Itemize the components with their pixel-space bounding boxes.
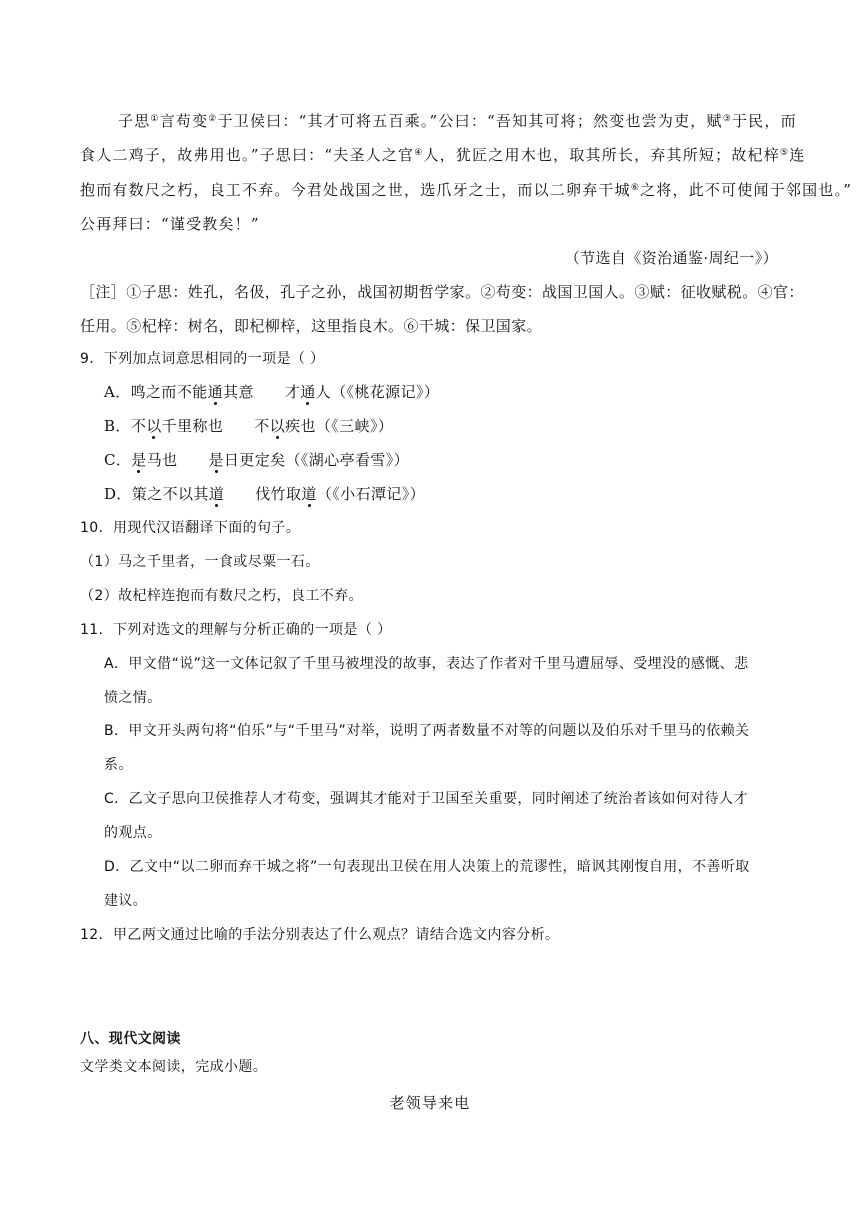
q9-option-a: A．鸣之而不能通其意 才通人（《桃花源记》） (104, 383, 440, 401)
q9-option-d: D．策之不以其道 伐竹取道（《小石潭记》） (104, 485, 426, 503)
notes-line-1: ［注］①子思：姓孔，名伋，孔子之孙，战国初期哲学家。②苟变：战国卫国人。③赋：征收赋税。④官： (80, 283, 804, 301)
q11-stem: 11．下列对选文的理解与分析正确的一项是（ ） (80, 622, 392, 638)
passage-line-1: 子思①言苟变②于卫侯曰：“其才可将五百乘。”公曰：“吾知其可将；然变也尝为吏，赋③于民，而 (118, 112, 797, 130)
q11-option-d-line-1: D．乙文中“以二卵而弃干城之将”一句表现出卫侯在用人决策上的荒谬性，暗讽其刚愎自用，不善听取 (104, 859, 750, 875)
q11-option-c-line-2: 的观点。 (104, 825, 162, 841)
article-title: 老领导来电 (389, 1094, 471, 1112)
q9-option-c: C．是马也 是日更定矣（《湖心亭看雪》） (104, 451, 410, 469)
passage-source: （节选自《资治通鉴·周纪一》） (564, 249, 778, 267)
q9-option-b: B．不以千里称也 不以疾也（《三峡》） (104, 417, 394, 435)
q11-option-b-line-2: 系。 (104, 757, 133, 773)
passage-line-2: 食人二鸡子，故弗用也。”子思曰：“夫圣人之官④人，犹匠之用木也，取其所长，弃其所短；故杞梓⑤连 (80, 146, 806, 164)
q12-stem: 12．甲乙两文通过比喻的手法分别表达了什么观点？请结合选文内容分析。 (80, 927, 560, 943)
section-heading: 八、现代文阅读 (80, 1031, 181, 1047)
q11-option-d-line-2: 建议。 (104, 893, 148, 909)
section-intro: 文学类文本阅读，完成小题。 (80, 1059, 268, 1075)
passage-line-4: 公再拜曰：“谨受教矣！” (80, 215, 260, 233)
q11-option-a-line-1: A．甲文借“说”这一文体记叙了千里马被埋没的故事，表达了作者对千里马遭屈辱、受埋没的感慨、悲 (104, 656, 749, 672)
q11-option-a-line-2: 愤之情。 (104, 690, 162, 706)
q10-sentence-1: （1）马之千里者，一食或尽粟一石。 (80, 554, 320, 570)
q11-option-c-line-1: C．乙文子思向卫侯推荐人才苟变，强调其才能对于卫国至关重要，同时阐述了统治者该如何对待人才 (104, 791, 748, 807)
q9-stem: 9．下列加点词意思相同的一项是（ ） (80, 351, 325, 367)
passage-line-3: 抱而有数尺之朽，良工不弃。今君处战国之世，选爪牙之士，而以二卵弃干城⑥之将，此不可使闻于邻国也。” (80, 181, 853, 199)
notes-line-2: 任用。⑤杞梓：树名，即杞柳梓，这里指良木。⑥干城：保卫国家。 (80, 317, 543, 335)
q10-sentence-2: （2）故杞梓连抱而有数尺之朽，良工不弃。 (80, 588, 363, 604)
q10-stem: 10．用现代汉语翻译下面的句子。 (80, 520, 301, 536)
q11-option-b-line-1: B．甲文开头两句将“伯乐”与“千里马”对举，说明了两者数量不对等的问题以及伯乐对千里马的依赖关 (104, 723, 750, 739)
